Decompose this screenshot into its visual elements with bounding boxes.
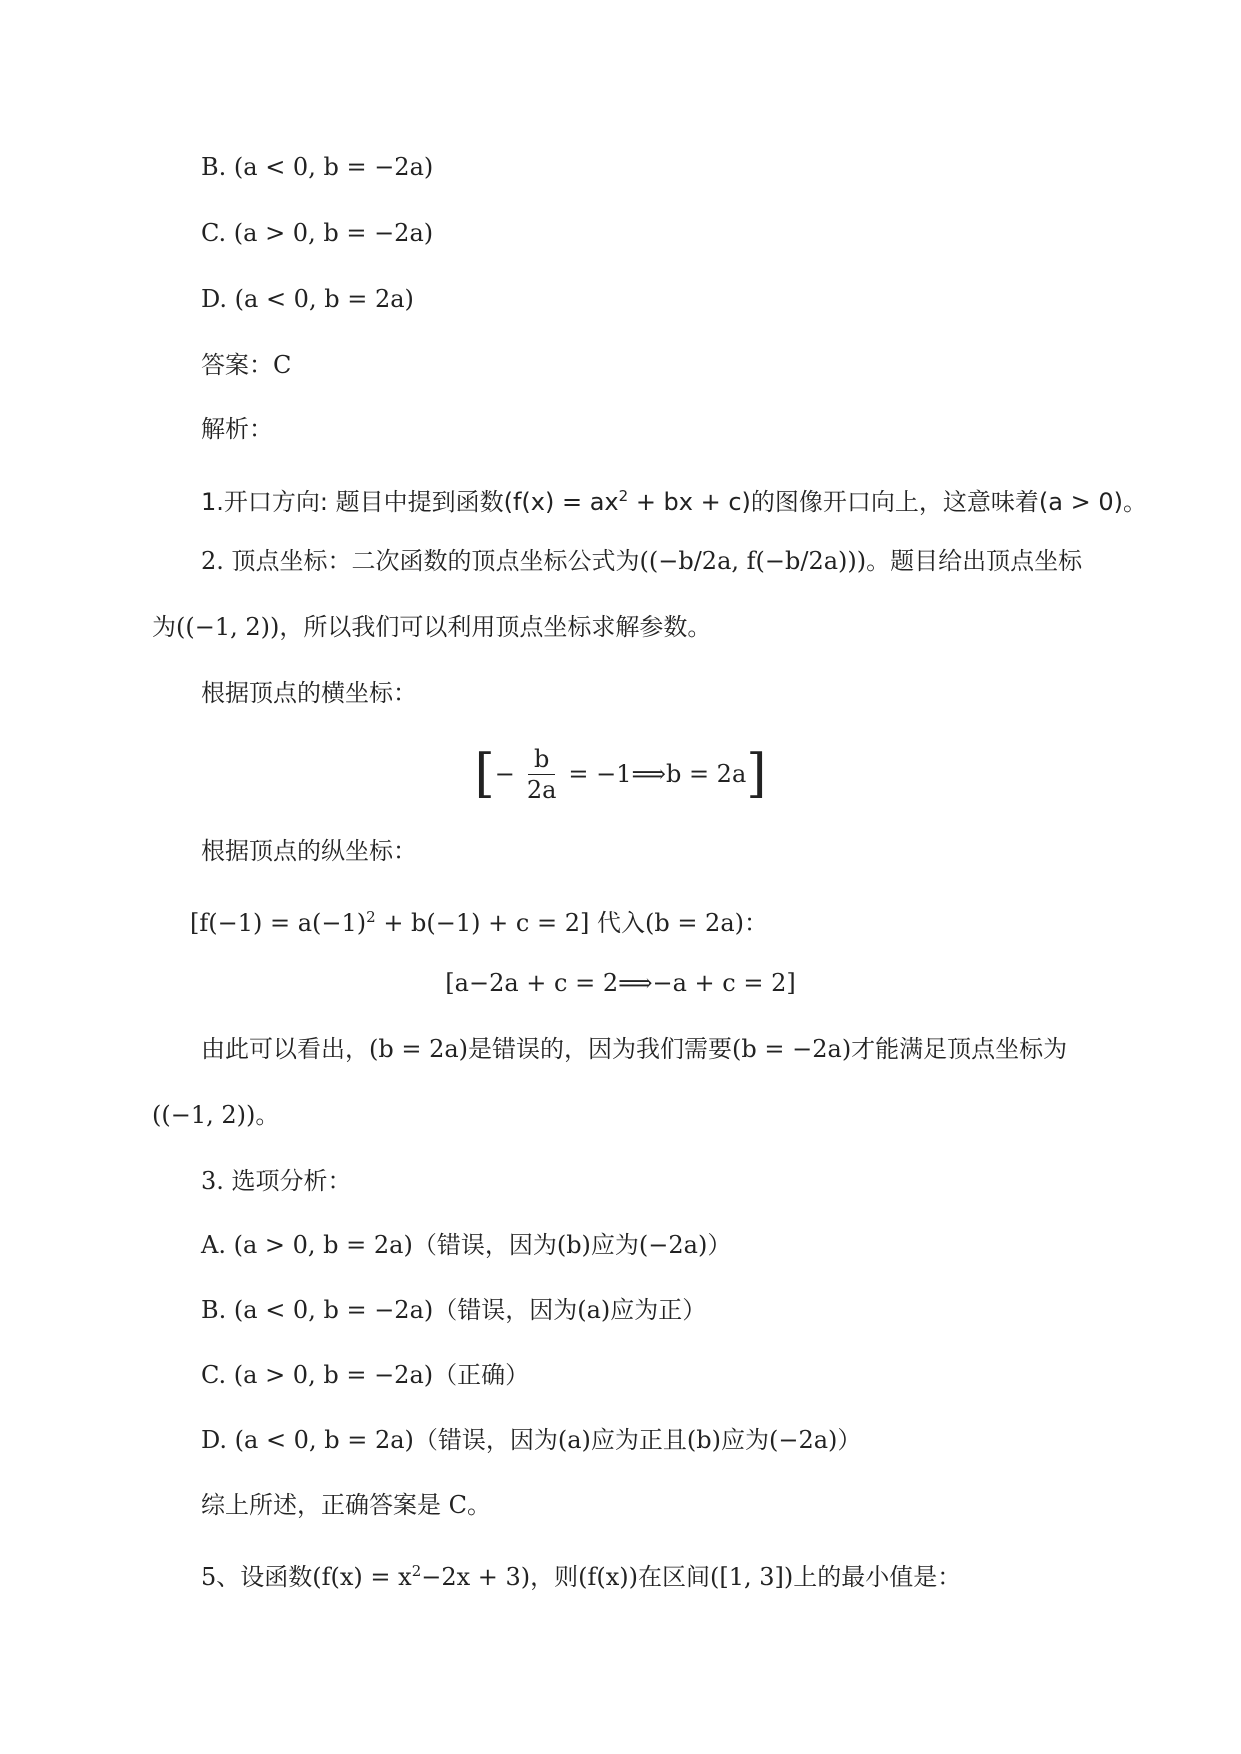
- analysis-option-d: D. (a < 0, b = 2a)（错误，因为(a)应为正且(b)应为(−2a)）: [201, 1426, 862, 1454]
- analysis-option-c: C. (a > 0, b = −2a)（正确）: [201, 1361, 530, 1389]
- conclusion-line2: ((−1, 2))。: [152, 1101, 280, 1129]
- step1-line: [201, 481, 1147, 517]
- question-5: [201, 1556, 961, 1592]
- analysis-label: 解析：: [201, 415, 273, 443]
- q5-prefix: 5、设函数(f(x) = x: [201, 1563, 412, 1591]
- analysis-option-a: A. (a > 0, b = 2a)（错误，因为(b)应为(−2a)）: [201, 1231, 732, 1259]
- eq2-exponent: 2: [366, 908, 376, 926]
- q5-suffix: −2x + 3)，则(f(x))在区间([1, 3])上的最小值是：: [421, 1563, 962, 1591]
- option-c: C. (a > 0, b = −2a): [201, 219, 434, 247]
- fraction-numerator: b: [528, 744, 555, 775]
- step1-prefix: 1.开口方向: 题目中提到函数(f(x) = ax: [201, 488, 619, 516]
- y-coord-label: 根据顶点的纵坐标：: [201, 837, 417, 865]
- step3-label: 3. 选项分析：: [201, 1167, 352, 1195]
- eq2-suffix: + b(−1) + c = 2] 代入(b = 2a)：: [375, 909, 768, 937]
- step2-line1: 2. 顶点坐标：二次函数的顶点坐标公式为((−b/2a, f(−b/2a)))。题目给出顶点坐标: [201, 547, 1083, 575]
- summary-line: 综上所述，正确答案是 C。: [201, 1491, 491, 1519]
- analysis-option-b: B. (a < 0, b = −2a)（错误，因为(a)应为正）: [201, 1296, 707, 1324]
- equation-substituted: [a−2a + c = 2⟹−a + c = 2]: [445, 969, 796, 997]
- answer-line: 答案：C: [201, 351, 292, 379]
- fraction: [521, 744, 563, 805]
- conclusion-line1: 由此可以看出，(b = 2a)是错误的，因为我们需要(b = −2a)才能满足顶点坐标为: [201, 1035, 1068, 1063]
- step2-line2: 为((−1, 2))，所以我们可以利用顶点坐标求解参数。: [152, 613, 712, 641]
- option-d: D. (a < 0, b = 2a): [201, 285, 414, 313]
- fraction-denominator: 2a: [526, 775, 557, 804]
- x-coord-label: 根据顶点的横坐标：: [201, 679, 417, 707]
- left-bracket: [: [474, 744, 495, 804]
- equation-rest: = −1⟹b = 2a: [568, 760, 747, 788]
- equation-vertex-y: [190, 902, 768, 938]
- right-bracket: ]: [746, 744, 767, 804]
- q5-exponent: 2: [411, 1562, 422, 1580]
- step1-suffix: + bx + c)的图像开口向上，这意味着(a > 0)。: [628, 488, 1147, 516]
- equation-vertex-x: [0, 738, 1241, 810]
- step1-exponent: 2: [618, 487, 629, 505]
- eq2-prefix: [f(−1) = a(−1): [190, 909, 367, 937]
- option-b: B. (a < 0, b = −2a): [201, 153, 434, 181]
- minus-sign: −: [494, 760, 515, 788]
